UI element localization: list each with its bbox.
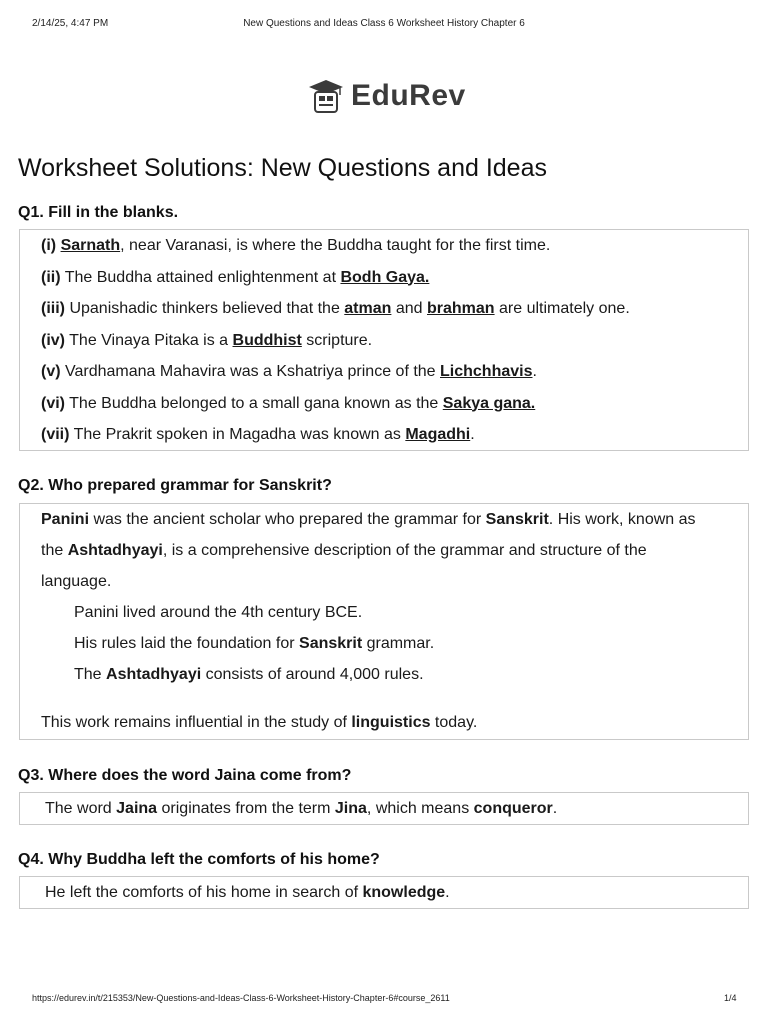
blank-item: (v) Vardhamana Mahavira was a Kshatriya prince of the Lichchhavis. xyxy=(41,363,537,380)
question-2-answer-box xyxy=(19,503,749,740)
print-doc-title: New Questions and Ideas Class 6 Worksheet History Chapter 6 xyxy=(243,18,525,29)
question-2-title: Q2. Who prepared grammar for Sanskrit? xyxy=(18,477,332,494)
answer-point: His rules laid the foundation for Sanskrit grammar. xyxy=(74,635,435,652)
blank-item: (iii) Upanishadic thinkers believed that the atman and brahman are ultimately one. xyxy=(41,300,630,317)
answer-paragraph-line: the Ashtadhyayi, is a comprehensive description of the grammar and structure of the xyxy=(41,542,647,559)
answer-blank: Magadhi xyxy=(405,426,471,443)
answer-blank: Sarnath xyxy=(60,237,121,254)
footer-url[interactable]: https://edurev.in/t/215353/New-Questions-and-Ideas-Class-6-Worksheet-History-Chapter-6#course_2611 xyxy=(32,993,450,1003)
page-title: Worksheet Solutions: New Questions and Ideas xyxy=(18,154,547,182)
logo-text: EduRev xyxy=(351,79,466,112)
answer-blank: atman xyxy=(344,300,392,317)
answer-blank: Bodh Gaya. xyxy=(340,268,430,286)
answer-point: Panini lived around the 4th century BCE. xyxy=(74,604,363,621)
question-1-answer-box xyxy=(19,229,749,451)
page-number: 1/4 xyxy=(724,993,737,1003)
answer-paragraph-line: Panini was the ancient scholar who prepared the grammar for Sanskrit. His work, known as xyxy=(41,511,696,528)
question-3-title: Q3. Where does the word Jaina come from? xyxy=(18,767,352,784)
blank-item: (iv) The Vinaya Pitaka is a Buddhist scripture. xyxy=(41,331,373,349)
question-4-title: Q4. Why Buddha left the comforts of his home? xyxy=(18,851,380,868)
answer-point: The Ashtadhyayi consists of around 4,000 rules. xyxy=(74,666,424,683)
answer-closing: This work remains influential in the study of linguistics today. xyxy=(41,714,478,731)
answer-line: The word Jaina originates from the term Jina, which means conqueror. xyxy=(45,800,558,817)
graduation-cap-mascot-icon xyxy=(307,78,345,114)
answer-blank: Sakya gana. xyxy=(442,394,536,412)
answer-line: He left the comforts of his home in search of knowledge. xyxy=(45,884,450,901)
question-3-answer-box xyxy=(19,792,749,825)
answer-paragraph-line: language. xyxy=(41,573,112,590)
blank-item: (i) Sarnath, near Varanasi, is where the Buddha taught for the first time. xyxy=(41,237,551,254)
answer-blank: Lichchhavis xyxy=(440,363,533,380)
answer-blank: brahman xyxy=(427,300,495,317)
blank-item: (vi) The Buddha belonged to a small gana known as the Sakya gana. xyxy=(41,394,536,412)
blank-item: (vii) The Prakrit spoken in Magadha was known as Magadhi. xyxy=(41,426,475,443)
question-1-title: Q1. Fill in the blanks. xyxy=(18,204,179,221)
print-datetime: 2/14/25, 4:47 PM xyxy=(32,18,109,29)
answer-blank: Buddhist xyxy=(232,331,302,349)
edurev-logo[interactable] xyxy=(307,78,466,114)
question-4-answer-box xyxy=(19,876,749,909)
blank-item: (ii) The Buddha attained enlightenment at Bodh Gaya. xyxy=(41,268,430,286)
